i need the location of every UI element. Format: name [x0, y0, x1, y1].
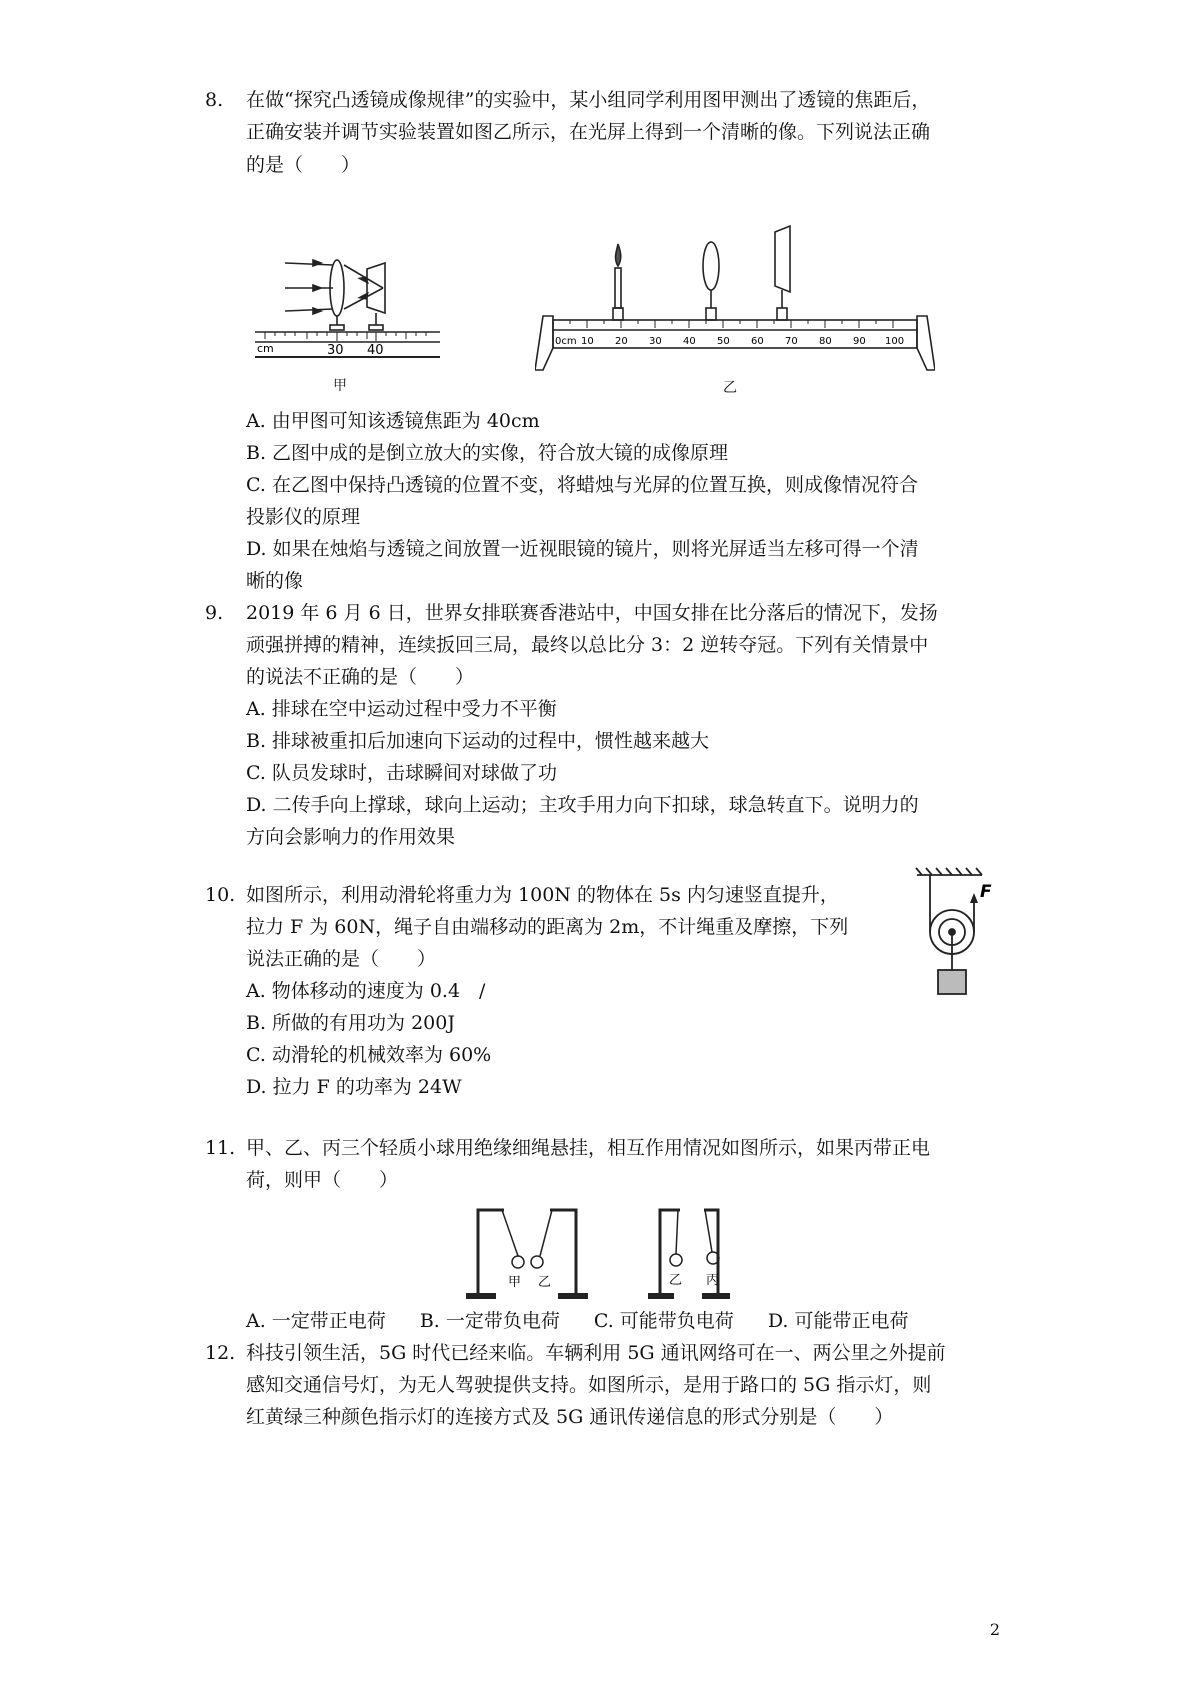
q8-stem-line-2: 正确安装并调节实验装置如图乙所示，在光屏上得到一个清晰的像。下列说法正确 — [246, 121, 931, 143]
fig-b-tick-label: 30 — [649, 336, 662, 347]
fig-b-tick-label: 20 — [615, 336, 628, 347]
q10-option-c: C. 动滑轮的机械效率为 60% — [246, 1044, 492, 1066]
fig-b-tick-label: 90 — [853, 336, 866, 347]
q9-option-b: B. 排球被重扣后加速向下运动的过程中，惯性越来越大 — [246, 730, 710, 752]
ball-label-jia: 甲 — [508, 1275, 522, 1290]
q8-option-d: D. 如果在烛焰与透镜之间放置一近视眼镜的镜片，则将光屏适当左移可得一个清 — [246, 538, 919, 560]
q9-stem-line-3: 的说法不正确的是（ ） — [246, 666, 475, 688]
q9-option-c: C. 队员发球时，击球瞬间对球做了功 — [246, 762, 557, 784]
q8-option-b: B. 乙图中成的是倒立放大的实像，符合放大镜的成像原理 — [246, 442, 729, 464]
q11-options-row — [246, 1306, 942, 1336]
pulley-figure — [912, 865, 1012, 1000]
fig-b-tick-label: 10 — [581, 336, 594, 347]
q11-stem-line-2: 荷，则甲（ ） — [246, 1169, 399, 1191]
fig-b-tick-label: 70 — [785, 336, 798, 347]
fig-a-unit-label: cm — [257, 342, 274, 355]
q10-stem-line-1: 如图所示，利用动滑轮将重力为 100N 的物体在 5s 内匀速竖直提升， — [246, 884, 839, 906]
q10-stem-line-2: 拉力 F 为 60N，绳子自由端移动的距离为 2m，不计绳重及摩擦，下列 — [246, 916, 849, 938]
q12-stem-line-1: 科技引领生活，5G 时代已经来临。车辆利用 5G 通讯网络可在一、两公里之外提前 — [246, 1342, 946, 1364]
fig-b-tick-label: 60 — [751, 336, 764, 347]
q8-number: 8. — [205, 89, 224, 111]
q12-stem-line-3: 红黄绿三种颜色指示灯的连接方式及 5G 通讯传递信息的形式分别是（ ） — [246, 1406, 894, 1428]
fig-a-caption: 甲 — [333, 378, 347, 394]
page-number: 2 — [989, 1620, 1000, 1639]
q11-option-d: D. 可能带正电荷 — [767, 1310, 909, 1332]
q11-option-c: C. 可能带负电荷 — [593, 1310, 734, 1332]
q8-option-c: C. 在乙图中保持凸透镜的位置不变，将蜡烛与光屏的位置互换，则成像情况符合 — [246, 474, 918, 496]
q11-option-a: A. 一定带正电荷 — [246, 1310, 386, 1332]
q9-stem-line-2: 顽强拼搏的精神，连续扳回三局，最终以总比分 3：2 逆转夺冠。下列有关情景中 — [246, 634, 929, 656]
fig-b-unit-label: 0cm — [555, 336, 577, 347]
q8-stem-line-1: 在做“探究凸透镜成像规律”的实验中，某小组同学利用图甲测出了透镜的焦距后， — [246, 89, 931, 111]
q12-number: 12. — [205, 1342, 236, 1364]
q12-stem-line-2: 感知交通信号灯，为无人驾驶提供支持。如图所示，是用于路口的 5G 指示灯，则 — [246, 1374, 932, 1396]
fig-b-tick-label: 80 — [819, 336, 832, 347]
q8-option-d-cont: 晰的像 — [246, 570, 304, 592]
q11-option-b: B. 一定带负电荷 — [419, 1310, 560, 1332]
q8-stem-line-3: 的是（ ） — [246, 154, 361, 176]
fig-a-tick-label: 40 — [367, 343, 384, 358]
q11-number: 11. — [205, 1137, 236, 1159]
q8-option-c-cont: 投影仪的原理 — [246, 506, 361, 528]
q11-stem-line-1: 甲、乙、丙三个轻质小球用绝缘细绳悬挂，相互作用情况如图所示，如果丙带正电 — [246, 1137, 931, 1159]
fig-a-tick-label: 30 — [327, 343, 344, 358]
fig-b-caption: 乙 — [723, 380, 737, 396]
q10-stem-line-3: 说法正确的是（ ） — [246, 948, 437, 970]
ball-label-yi: 乙 — [538, 1275, 552, 1290]
fig-b-tick-label: 100 — [885, 336, 905, 347]
optical-bench-figure — [535, 220, 935, 380]
q9-option-d: D. 二传手向上撑球，球向上运动；主攻手用力向下扣球，球急转直下。说明力的 — [246, 794, 919, 816]
q10-option-d: D. 拉力 F 的功率为 24W — [246, 1076, 462, 1098]
q9-stem-line-1: 2019 年 6 月 6 日，世界女排联赛香港站中，中国女排在比分落后的情况下，发扬 — [246, 602, 938, 624]
q10-number: 10. — [205, 884, 236, 906]
q9-option-a: A. 排球在空中运动过程中受力不平衡 — [246, 698, 557, 720]
force-label: F — [980, 882, 992, 902]
ball-label-bing: 丙 — [706, 1273, 720, 1288]
q8-option-a: A. 由甲图可知该透镜焦距为 40cm — [246, 410, 540, 432]
focal-length-figure — [255, 255, 445, 370]
fig-b-tick-label: 50 — [717, 336, 730, 347]
q10-option-b: B. 所做的有用功为 200J — [246, 1012, 455, 1034]
fig-b-tick-label: 40 — [683, 336, 696, 347]
q9-option-d-cont: 方向会影响力的作用效果 — [246, 826, 456, 848]
ball-label-yi: 乙 — [669, 1273, 683, 1288]
q9-number: 9. — [205, 602, 224, 624]
charged-balls-figure — [448, 1198, 738, 1306]
q10-option-a: A. 物体移动的速度为 0.4 / — [246, 980, 486, 1002]
